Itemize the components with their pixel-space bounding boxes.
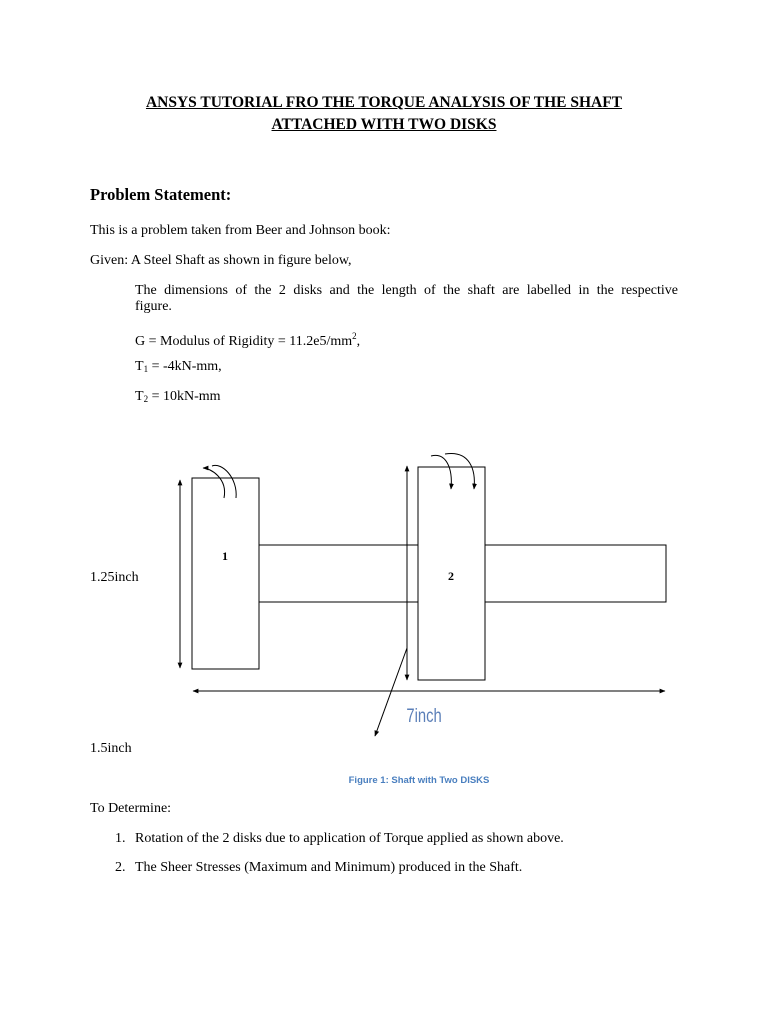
length-label: 7inch — [406, 705, 442, 727]
t1-value: = -4kN-mm, — [148, 359, 222, 374]
dimensions-text-line-2: figure. — [135, 299, 172, 314]
modulus-text: G = Modulus of Rigidity = 11.2e5/mm — [135, 334, 353, 349]
to-determine-heading: To Determine: — [90, 801, 172, 816]
torque-t1-line — [135, 358, 222, 378]
determine-item-2-number: 2. — [115, 860, 126, 875]
t1-symbol: T — [135, 359, 144, 374]
intro-text: This is a problem taken from Beer and Johnson book: — [90, 223, 391, 238]
t2-subscript: 2 — [143, 394, 149, 404]
disk-1-dimension-label: 1.25inch — [90, 570, 139, 585]
problem-statement-heading: Problem Statement: — [90, 185, 232, 204]
title-line-2: ATTACHED WITH TWO DISKS — [271, 116, 497, 133]
disk-1-label: 1 — [222, 549, 228, 563]
modulus-line — [135, 328, 360, 350]
disk-2-leader-arrow — [375, 648, 407, 736]
determine-item-1-number: 1. — [115, 831, 126, 846]
disk-1 — [192, 478, 259, 669]
dimensions-text-line-1: The dimensions of the 2 disks and the length of the shaft are labelled in the respective — [135, 283, 678, 298]
torque-t2-line — [135, 388, 221, 408]
t2-symbol: T — [135, 389, 144, 404]
modulus-tail: , — [356, 334, 361, 349]
disk-2-label: 2 — [448, 569, 454, 583]
t2-value: = 10kN-mm — [148, 389, 221, 404]
modulus-superscript: 2 — [352, 331, 357, 341]
disk-2-dimension-label: 1.5inch — [90, 741, 132, 756]
shaft-figure — [0, 440, 768, 760]
determine-item-1-text: Rotation of the 2 disks due to application of Torque applied as shown above. — [135, 831, 564, 846]
determine-item-2-text: The Sheer Stresses (Maximum and Minimum) produced in the Shaft. — [135, 860, 523, 875]
figure-caption: Figure 1: Shaft with Two DISKS — [348, 775, 490, 786]
given-text: Given: A Steel Shaft as shown in figure below, — [90, 253, 352, 268]
title-line-1: ANSYS TUTORIAL FRO THE TORQUE ANALYSIS OF THE SHAFT — [145, 94, 623, 111]
t1-subscript: 1 — [143, 364, 149, 374]
